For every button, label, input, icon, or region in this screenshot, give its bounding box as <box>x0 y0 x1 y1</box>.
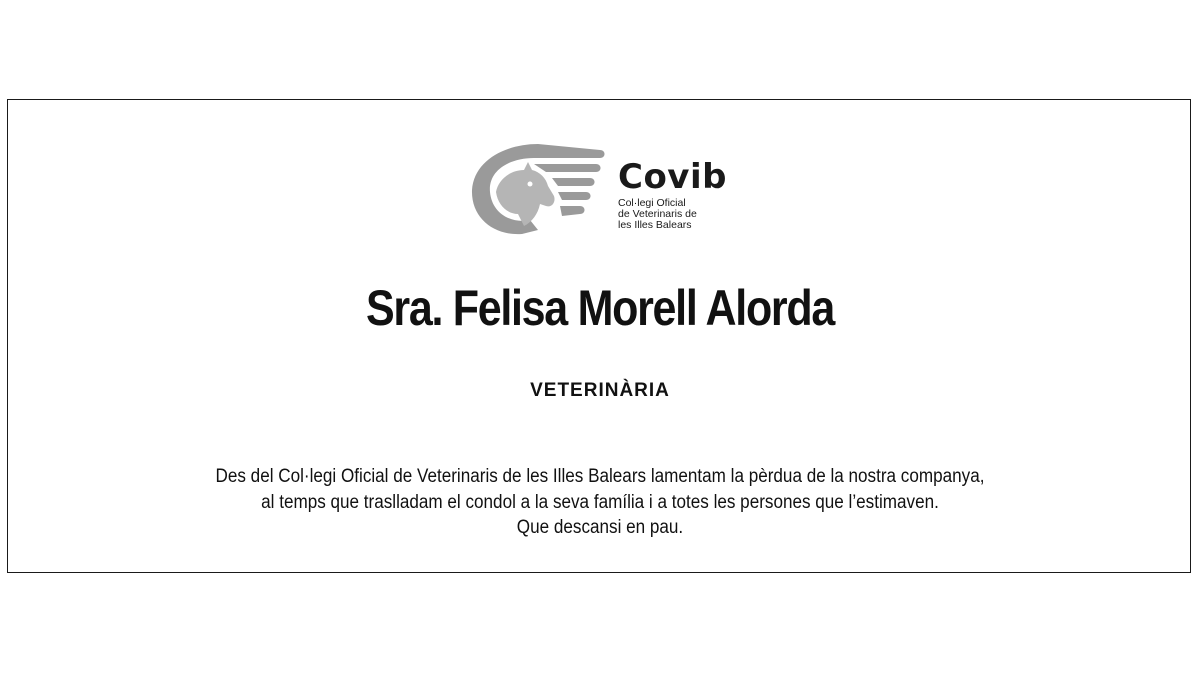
logo-text <box>618 158 738 231</box>
deceased-name: Sra. Felisa Morell Alorda <box>365 280 834 336</box>
condolence-message <box>0 464 1200 541</box>
covib-logo <box>468 140 738 238</box>
profession-label: VETERINÀRIA <box>530 380 670 401</box>
hand-goat-icon <box>468 140 608 238</box>
message-line: al temps que traslladam el condol a la seva família i a totes les persones que l’estimaven. <box>261 491 939 513</box>
message-line: Des del Col·legi Oficial de Veterinaris de les Illes Balears lamentam la pèrdua de la nostra companya, <box>215 466 985 487</box>
message-line: Que descansi en pau. <box>516 517 684 538</box>
logo-subtitle: Col·legi Oficial de Veterinaris de les Illes Balears <box>618 197 697 231</box>
logo-name: Covib <box>618 157 727 197</box>
